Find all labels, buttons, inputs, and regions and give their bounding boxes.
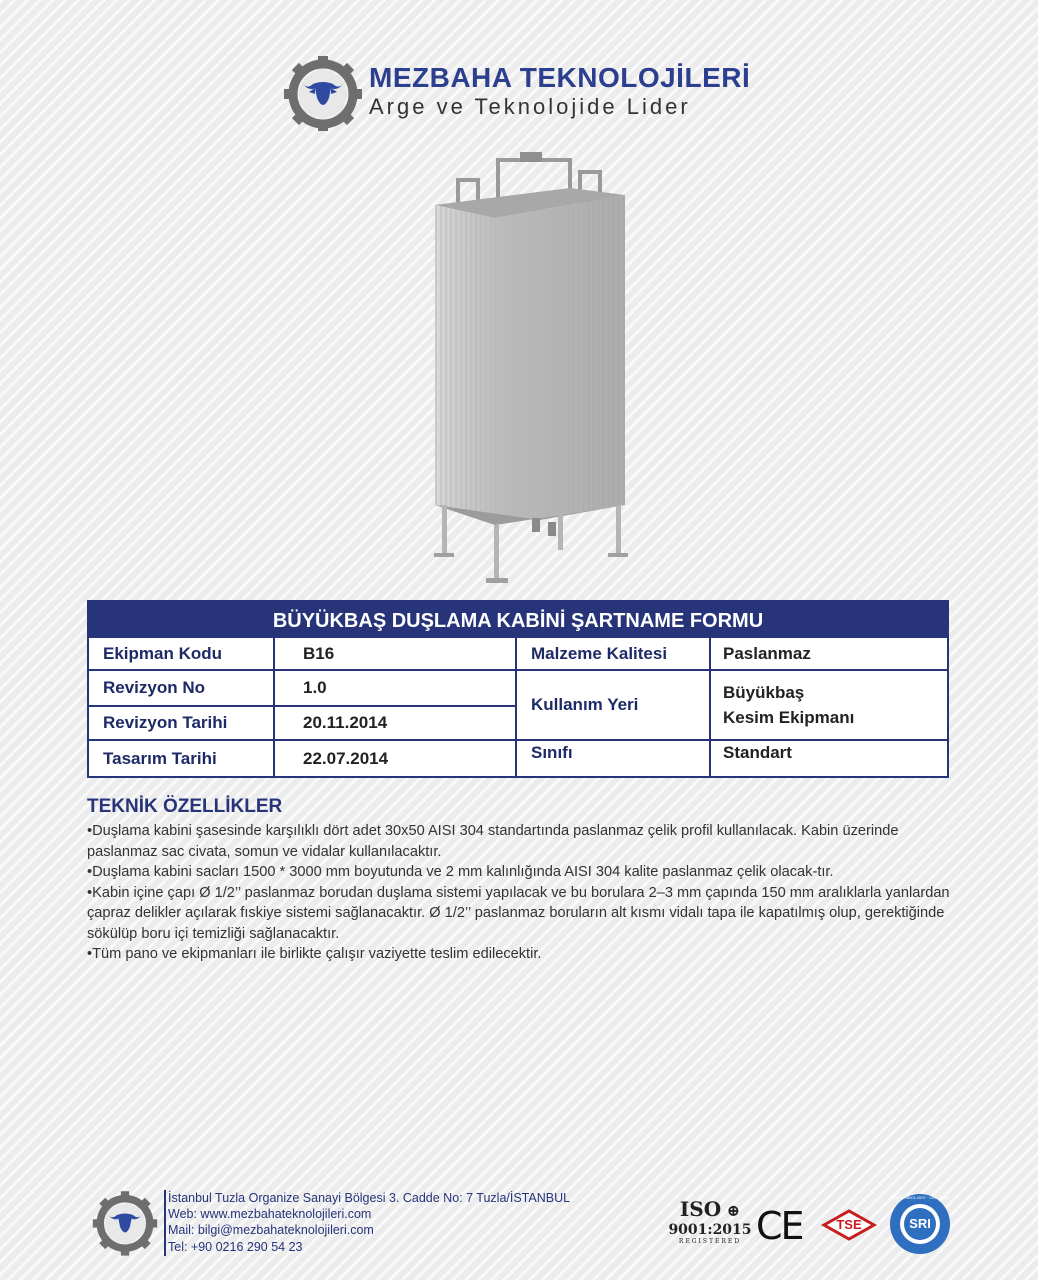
equipment-code-label: Ekipman Kodu [89, 638, 275, 671]
design-date-value: 22.07.2014 [275, 741, 517, 776]
usage-label: Kullanım Yeri [517, 671, 711, 741]
feature-item: •Duşlama kabini şasesinde karşılıklı dört adet 30x50 AISI 304 standartında paslanmaz çelik profil kullanılacak. Kabin üzerinde paslanmaz sac civata, somun ve vidalar kullanılacaktır. [87, 823, 899, 860]
equipment-code-value: B16 [275, 638, 517, 671]
bull-gear-logo-icon [283, 56, 363, 131]
sri-ring-text: OHSAS 18001:2007 · CERTIFIED [889, 1195, 951, 1200]
footer-mail-link[interactable]: Mail: bilgi@mezbahateknolojileri.com [168, 1223, 374, 1238]
footer-divider [164, 1190, 166, 1256]
tse-label: TSE [836, 1217, 862, 1232]
material-value: Paslanmaz [711, 638, 947, 671]
ce-mark: CE [756, 1204, 803, 1248]
features-heading: TEKNİK ÖZELLİKLER [87, 796, 283, 817]
class-value: Standart [723, 743, 792, 762]
iso-label: ISO [679, 1197, 722, 1221]
footer-web-link[interactable]: Web: www.mezbahateknolojileri.com [168, 1207, 372, 1222]
globe-icon: ⊕ [721, 1201, 741, 1220]
class-label: Sınıfı [517, 741, 711, 776]
usage-value-line1: Büyükbaş [723, 683, 805, 702]
revision-date-value: 20.11.2014 [275, 707, 517, 741]
certification-logos [668, 1190, 958, 1260]
feature-item: •Kabin içine çapı Ø 1/2’’ paslanmaz borudan duşlama sistemi yapılacak ve bu borulara 2–3 mm çapında 150 mm aralıklarla yanlardan çapraz delikler açılarak fıskiye sistemi sağlanacaktır. Ø 1/2’’ paslanmaz boruların alt kısmı vidalı tapa ile kapatılmış olup, gerektiğinde sökülüp boru içi temizliği sağlanacaktır. [87, 884, 950, 942]
footer-bull-gear-logo-icon [92, 1190, 158, 1256]
footer-phone: Tel: +90 0216 290 54 23 [168, 1239, 303, 1254]
shower-cabin-product-image [420, 150, 640, 590]
feature-item: •Tüm pano ve ekipmanları ile birlikte çalışır vaziyette teslim edilecektir. [87, 946, 542, 962]
revision-no-value: 1.0 [275, 671, 517, 707]
technical-features [87, 796, 952, 965]
sri-label: SRI [909, 1216, 931, 1231]
brand-tagline: Arge ve Teknolojide Lider [369, 94, 691, 119]
feature-item: •Duşlama kabini sacları 1500 * 3000 mm boyutunda ve 2 mm kalınlığında AISI 304 kalite paslanmaz çelik olacak-tır. [87, 864, 834, 880]
spec-form-table [87, 600, 949, 778]
tse-logo [820, 1208, 878, 1242]
design-date-label: Tasarım Tarihi [89, 741, 275, 776]
revision-date-label: Revizyon Tarihi [89, 707, 275, 741]
form-title: BÜYÜKBAŞ DUŞLAMA KABİNİ ŞARTNAME FORMU [89, 602, 947, 638]
iso-9001-logo [668, 1198, 752, 1245]
iso-registered: REGISTERED [678, 1238, 742, 1245]
brand-name: MEZBAHA TEKNOLOJİLERİ [369, 62, 751, 93]
usage-value [711, 671, 947, 741]
iso-number: 9001:2015 [668, 1222, 752, 1238]
brand-logo [283, 56, 763, 131]
footer-address: İstanbul Tuzla Organize Sanayi Bölgesi 3. Cadde No: 7 Tuzla/İSTANBUL [168, 1191, 571, 1205]
sri-ohsas-logo [888, 1192, 952, 1256]
footer-contact [168, 1190, 570, 1255]
material-label: Malzeme Kalitesi [517, 638, 711, 671]
usage-value-line2: Kesim Ekipmanı [723, 708, 855, 727]
revision-no-label: Revizyon No [89, 671, 275, 707]
